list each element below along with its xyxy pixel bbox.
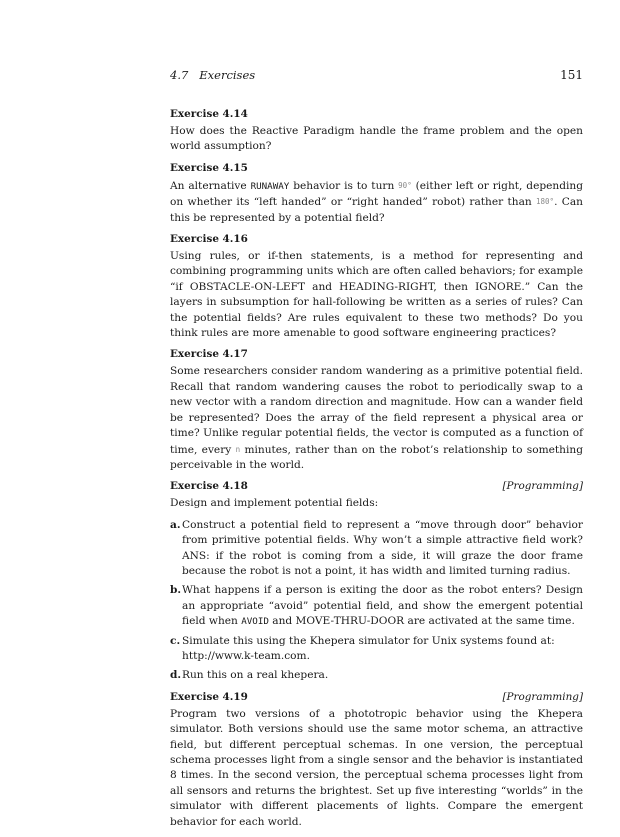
page [170, 68, 583, 837]
item-marker: b. [170, 584, 182, 597]
text-run: . Can this be represented by a potential field? [170, 196, 583, 224]
item-marker: c. [170, 634, 181, 647]
exercise-text [170, 178, 583, 226]
exercise-4-16 [170, 233, 583, 341]
angle-180-glyph: 180° [536, 197, 555, 207]
text-run: behavior is to turn [289, 179, 399, 192]
item-marker: a. [170, 518, 181, 531]
item-text [182, 634, 583, 665]
list-item [170, 668, 583, 683]
exercise-title: Exercise 4.18 [170, 480, 248, 493]
text-run: and MOVE-THRU-DOOR are activated at the same time. [268, 615, 575, 628]
exercise-text: How does the Reactive Paradigm handle the frame problem and the open world assumption? [170, 125, 583, 153]
text-run: An alternative [170, 179, 251, 192]
running-header [170, 68, 583, 82]
section-title: 4.7 Exercises [170, 68, 256, 82]
item-text: Construct a potential field to represent a “move through door” behavior from primitive potential fields. Why won’t a simple attractive field work? ANS: if the robot is coming from a side, it will graze the door frame because the robot is not a point, it has width and limited turning radius. [182, 518, 583, 577]
exercise-4-19 [170, 691, 583, 830]
exercise-4-14 [170, 108, 583, 155]
text-run: Simulate this using the Khepera simulator for Unix systems found at: [182, 634, 555, 647]
exercise-intro: Design and implement potential fields: [170, 497, 379, 510]
exercise-text: Using rules, or if-then statements, is a method for representing and combining programming units which are often called behaviors; for example “if OBSTACLE-ON-LEFT and HEADING-RIGHT, then IGNORE.” Can the layers in subsumption for hall-following be written as a series of rules? Can the potential fields? Are rules equivalent to these two methods? Do you think rules are more amenable to good software engineering practices? [170, 250, 583, 340]
exercise-4-17 [170, 348, 583, 473]
exercise-title: Exercise 4.14 [170, 108, 248, 120]
exercise-title: Exercise 4.16 [170, 233, 248, 246]
item-text [182, 583, 583, 629]
url-text: http://www.k-team.com. [182, 649, 310, 662]
text-run: Some researchers consider random wandering as a primitive potential field. Recall that random wandering causes the robot to periodically swap to a new vector with a random direction and magnitude. How can a wander field be represented? Does the array of the field represent a physical area or time? Unlike regular potential fields, the vector is computed as a function of time, every [170, 365, 583, 456]
item-marker: d. [170, 669, 182, 682]
exercise-text: Program two versions of a phototropic behavior using the Khepera simulator. Both versions should use the same motor schema, an attractive field, but different perceptual schemas. In one version, the perceptual schema processes light from a single sensor and the behavior is instantiated 8 times. In the second version, the perceptual schema processes light from all sensors and returns the brightest. Set up five interesting “worlds” in the simulator with different placements of lights. Compare the emergent behavior for each world. [170, 707, 583, 828]
exercise-heading [170, 108, 583, 120]
exercise-item-list [170, 518, 583, 684]
exercise-title: Exercise 4.15 [170, 161, 248, 174]
exercise-title: Exercise 4.17 [170, 348, 248, 361]
text-run: (either left or right, depending on whether its “left handed” or “right handed” robot) rather than [170, 179, 583, 209]
programming-tag: [Programming] [502, 690, 583, 703]
exercise-heading [170, 348, 583, 360]
list-item [170, 634, 583, 665]
exercise-heading [170, 233, 583, 245]
text-run: What happens if a person is exiting the door as the robot enters? Design an appropriate “avoid” potential field, and show the emergent potential field when [182, 584, 583, 628]
exercise-text [170, 364, 583, 473]
exercise-heading [170, 480, 583, 492]
text-run: minutes, rather than on the robot’s relationship to something perceivable in the world. [170, 443, 583, 471]
programming-tag: [Programming] [502, 480, 583, 493]
exercise-title: Exercise 4.19 [170, 690, 248, 703]
exercise-4-18 [170, 480, 583, 683]
list-item [170, 518, 583, 580]
variable-n-glyph: n [235, 444, 241, 454]
exercise-heading [170, 162, 583, 174]
exercise-4-15 [170, 162, 583, 226]
exercise-heading [170, 691, 583, 703]
page-number: 151 [560, 68, 583, 82]
list-item [170, 583, 583, 629]
item-text: Run this on a real khepera. [182, 669, 329, 682]
runaway-code: RUNAWAY [250, 180, 290, 192]
angle-90-glyph: 90° [398, 180, 412, 190]
avoid-code: AVOID [241, 616, 269, 628]
